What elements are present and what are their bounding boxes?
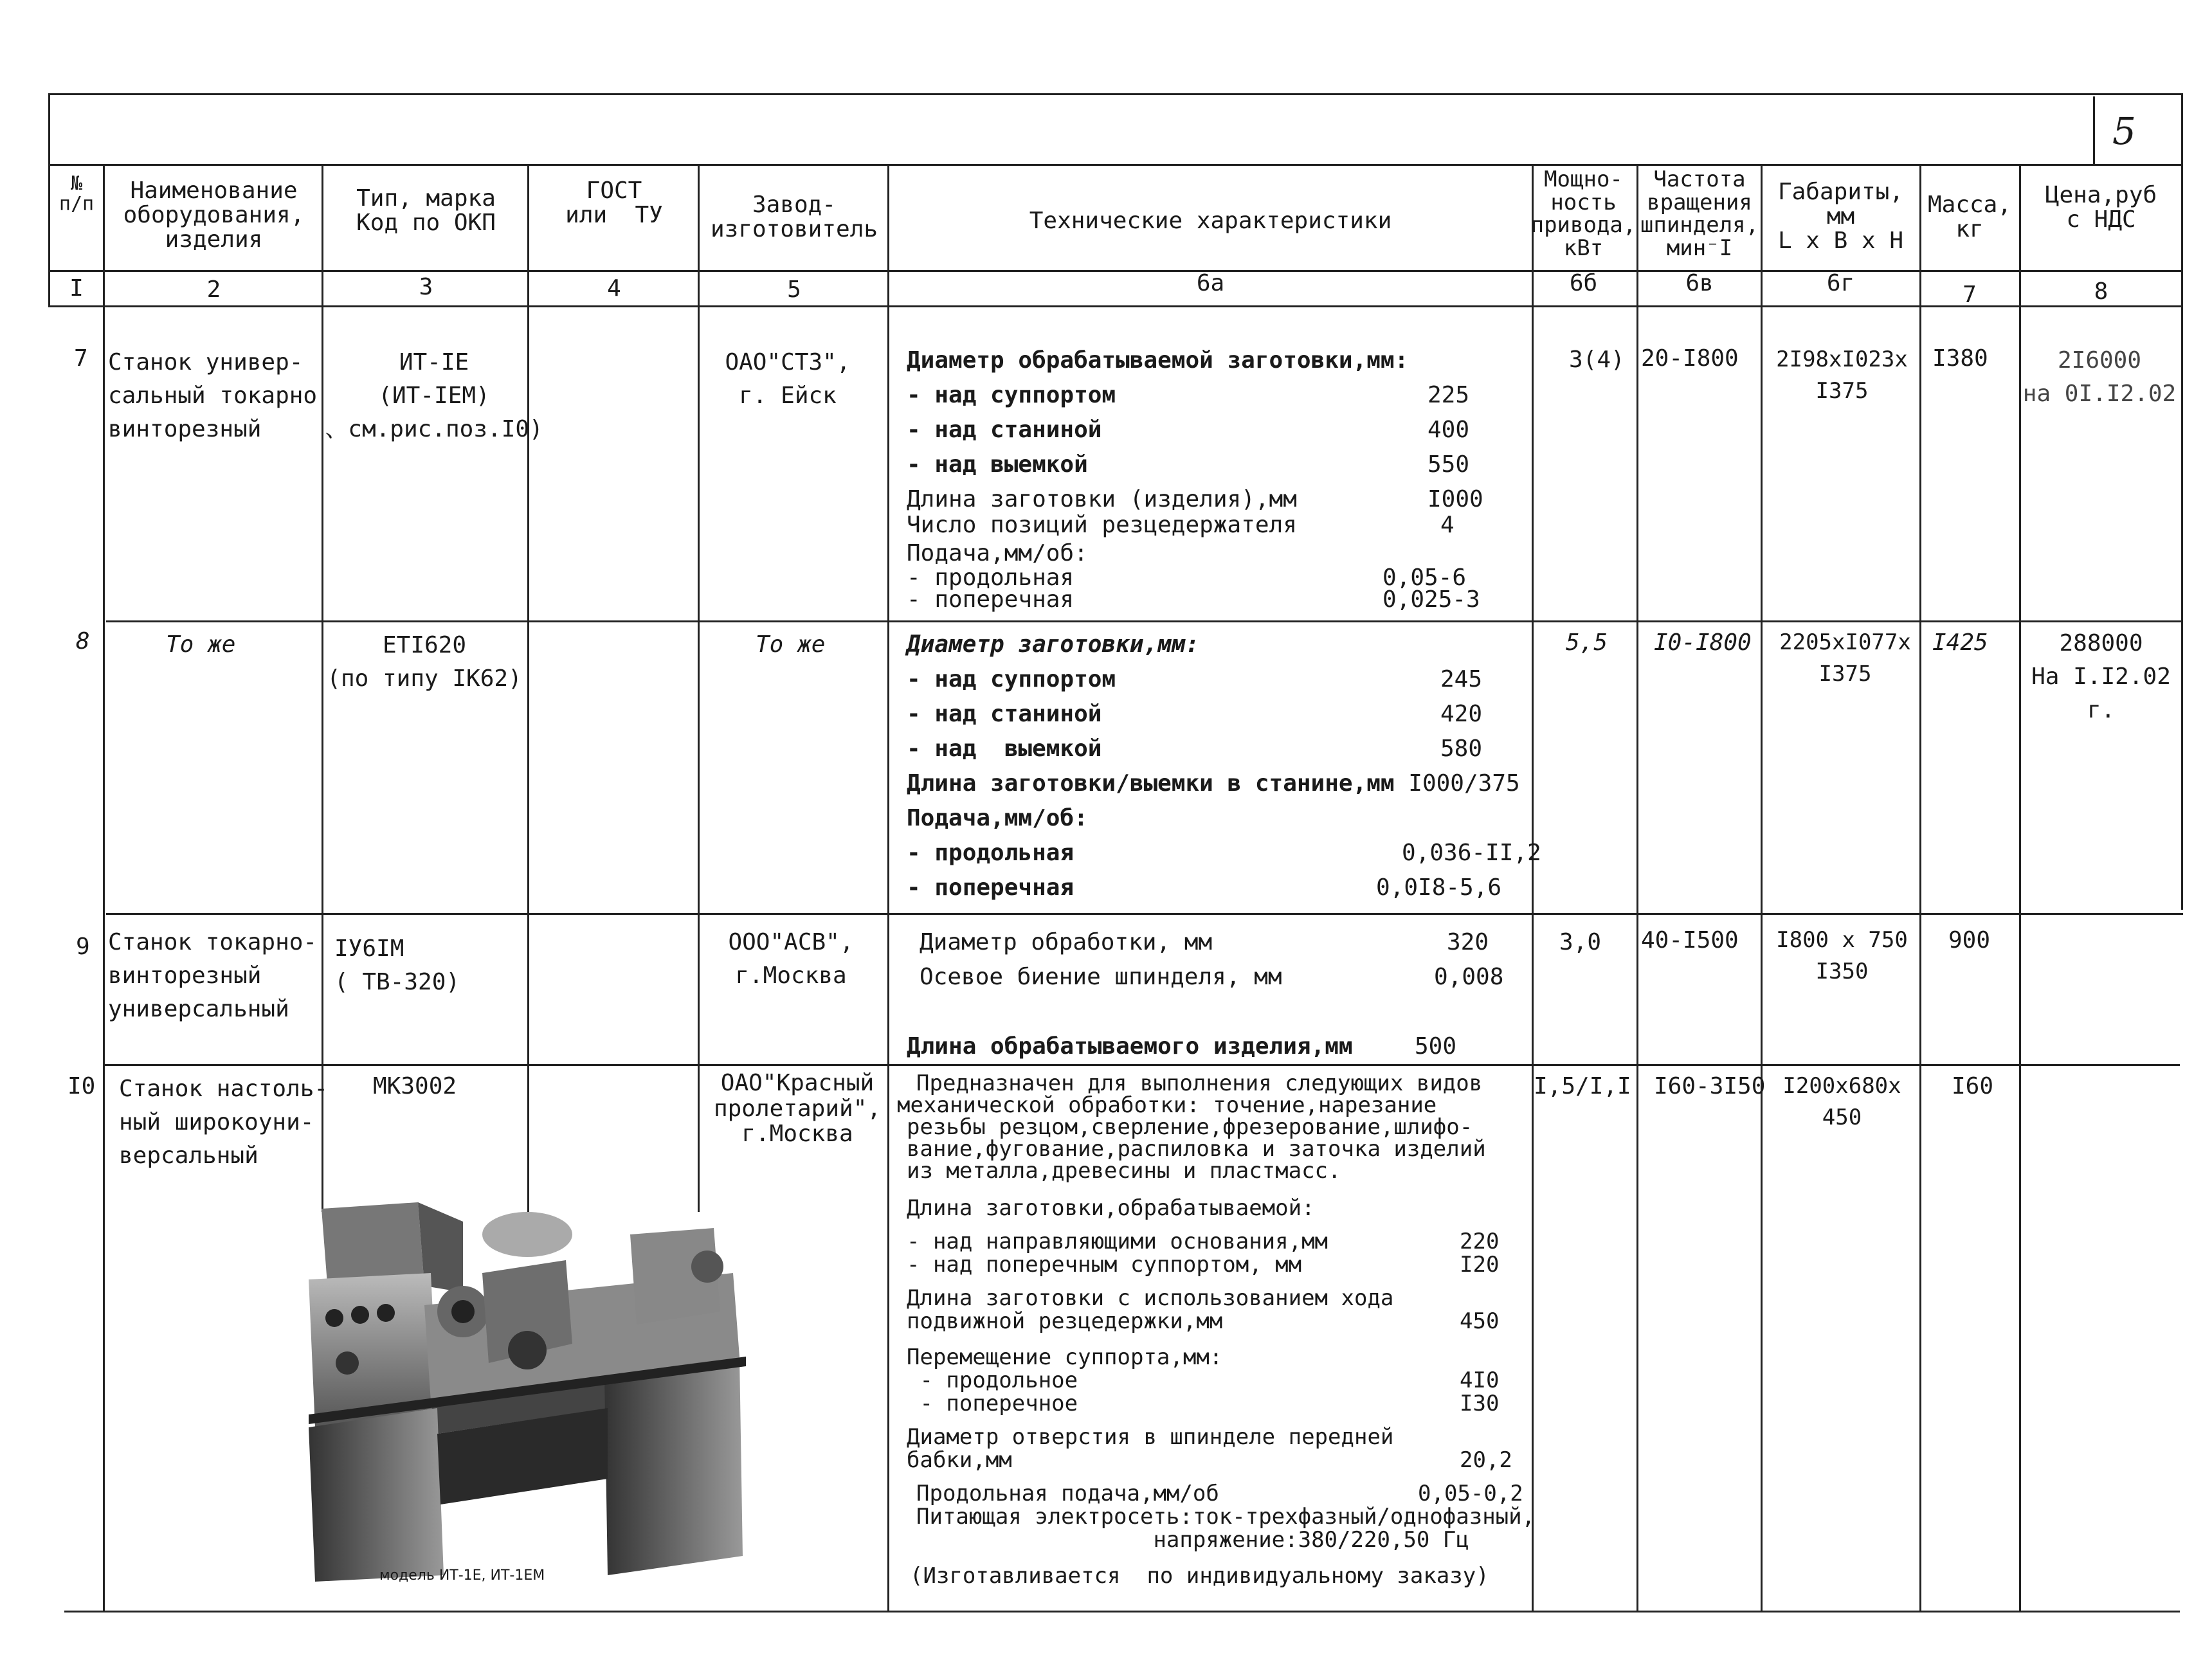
row-10-factory: ОАО"Красный пролетарий", г.Москва <box>713 1070 882 1148</box>
row-9-spec-line: Диаметр обработки, мм 320 <box>920 929 1489 955</box>
row-7-spec-line: Подача,мм/об: <box>907 540 1088 566</box>
row-9-name: Станок токарно- винторезный универсальный <box>108 929 318 1023</box>
row-10-spec-line: подвижной резцедержки,мм 450 <box>907 1308 1500 1334</box>
row-10-mass: I60 <box>1952 1073 1994 1099</box>
row-8-spec-line: Подача,мм/об: <box>907 805 1088 831</box>
row-7-speed: 20-I800 <box>1641 345 1739 372</box>
col-num-6g: 6г <box>1826 270 1855 296</box>
page-number-box-border <box>2093 96 2095 164</box>
row-7-price: 2I6000 на 0I.I2.02 <box>2022 347 2177 408</box>
row-8-power: 5,5 <box>1566 629 1608 656</box>
row-8-factory: То же <box>756 631 826 658</box>
row-10-desc-line: Предназначен для выполнения следующих видов <box>916 1070 1483 1096</box>
header-col-6a: Технические характеристики <box>1029 208 1392 234</box>
row-10-spec-line: Питающая электросеть:ток-трехфазный/однофазный, <box>916 1504 1536 1530</box>
row-10-spec-line: - над направляющими основания,мм 220 <box>907 1229 1500 1254</box>
row-8-mass: I425 <box>1932 629 1988 656</box>
header-col-3: Тип, марка Код по ОКП <box>356 185 496 236</box>
row-10-dims: I200х680х 450 <box>1782 1073 1901 1131</box>
col-num-8: 8 <box>2094 278 2108 305</box>
col-num-1: I <box>69 275 84 302</box>
row-10-spec-line: - над поперечным суппортом, мм I20 <box>907 1252 1500 1278</box>
row-9-number: 9 <box>76 934 90 960</box>
row-8-price: 288000 На I.I2.02 г. <box>2031 630 2171 724</box>
row-7-spec-line: Число позиций резцедержателя 4 <box>907 512 1455 538</box>
lathe-illustration <box>270 1196 746 1582</box>
row-10-name: Станок настоль- ный широкоуни- версальный <box>119 1076 329 1170</box>
header-col-1: № п/п <box>59 172 95 215</box>
row-8-spec-line: Длина заготовки/выемки в станине,мм I000/375 <box>907 770 1520 797</box>
row-7-spec-line: - над суппортом 225 <box>907 382 1470 408</box>
row-8-spec-line: Диаметр заготовки,мм: <box>907 631 1200 658</box>
row-10-desc-line: вание,фугование,распиловка и заточка изделий <box>907 1136 1486 1162</box>
row-8-specs <box>907 631 1541 909</box>
row-8-name: То же <box>166 631 236 658</box>
col-num-2: 2 <box>206 276 221 303</box>
row-7-type: ИТ-IЕ (ИТ-IЕМ) 、см.рис.поз.I0) <box>325 349 543 443</box>
table-right-border <box>2181 93 2183 910</box>
row-10-spec-line: Длина заготовки с использованием хода <box>907 1285 1394 1311</box>
row-9-type: IУ6IМ ( ТВ-320) <box>334 935 460 996</box>
row-10-spec-line: Длина заготовки,обрабатываемой: <box>907 1195 1315 1221</box>
col-line-1 <box>103 164 105 1611</box>
col-line-3 <box>527 164 529 1212</box>
row-9-spec-line: Длина обрабатываемого изделия,мм 500 <box>907 1033 1457 1060</box>
row-10-spec-line: (Изготавливается по индивидуальному заказу) <box>910 1563 1489 1589</box>
row-8-bottom-line <box>106 913 2183 915</box>
row-9-power: 3,0 <box>1559 929 1602 955</box>
row-10-desc-line: резьбы резцом,сверление,фрезерование,шлифо- <box>907 1114 1473 1140</box>
row-9-spec-line: Осевое биение шпинделя, мм 0,008 <box>920 964 1504 990</box>
row-8-spec-line: - продольная 0,036-II,2 <box>907 840 1541 866</box>
lathe-photo <box>270 1196 746 1582</box>
row-7-spec-line: - над станиной 400 <box>907 417 1470 443</box>
col-num-6b: 6б <box>1569 270 1598 296</box>
col-line-5 <box>887 164 889 1611</box>
row-10-spec-line: - продольное 4I0 <box>907 1368 1500 1393</box>
row-10-spec-line: Перемещение суппорта,мм: <box>907 1344 1223 1370</box>
col-line-8 <box>1761 164 1763 1611</box>
table-top-border <box>48 93 2183 95</box>
col-num-5: 5 <box>787 276 801 303</box>
row-7-mass: I380 <box>1932 345 1988 372</box>
row-10-number: I0 <box>68 1073 96 1099</box>
row-8-spec-line: - над суппортом 245 <box>907 666 1483 692</box>
header-col-6b: Мощно- ность привода, кВт <box>1530 167 1636 262</box>
row-10-description <box>897 1072 1540 1182</box>
col-num-4: 4 <box>607 275 621 302</box>
row-8-number: 8 <box>76 628 90 655</box>
page-number: 5 <box>2112 109 2136 153</box>
row-7-name: Станок универ- сальный токарно винторезный <box>108 349 318 443</box>
row-7-factory: ОАО"СТЗ", г. Ейск <box>725 349 851 410</box>
table-bottom-line <box>64 1611 2180 1612</box>
row-7-specs <box>907 347 1537 613</box>
row-10-power: I,5/I,I <box>1534 1073 1631 1099</box>
header-col-4: ГОСТ или ТУ <box>565 177 663 228</box>
row-7-number: 7 <box>74 345 88 372</box>
row-9-spec-line <box>920 998 1537 1033</box>
row-10-spec-line: Диаметр отверстия в шпинделе передней <box>907 1424 1394 1450</box>
row-10-spec-line: Продольная подача,мм/об 0,05-0,2 <box>916 1481 1523 1506</box>
row-10-desc-line: механической обработки: точение,нарезание <box>897 1092 1437 1118</box>
header-col-6g: Габариты, мм L х В х Н <box>1777 179 1904 254</box>
row-7-spec-line: Диаметр обрабатываемой заготовки,мм: <box>907 347 1409 374</box>
row-9-dims: I800 х 750 I350 <box>1776 927 1908 985</box>
row-8-spec-line: - над станиной 420 <box>907 701 1483 727</box>
row-10-type: МК3002 <box>373 1073 457 1099</box>
col-num-6v: 6в <box>1685 270 1714 296</box>
row-7-power: 3(4) <box>1569 347 1625 373</box>
row-7-spec-line: - над выемкой 550 <box>907 451 1470 478</box>
header-col-8: Цена,руб с НДС <box>2045 182 2157 233</box>
photo-caption: модель ИТ-1Е, ИТ-1ЕМ <box>379 1567 545 1584</box>
col-line-7 <box>1636 164 1638 1611</box>
row-7-spec-line: - поперечная 0,025-3 <box>907 586 1480 613</box>
col-line-4 <box>698 164 700 1212</box>
header-top-line <box>48 164 2183 166</box>
row-9-factory: ООО"АСВ", г.Москва <box>728 929 854 989</box>
col-line-2 <box>322 164 323 1212</box>
row-9-specs <box>907 929 1537 1068</box>
row-8-dims: 2205хI077х I375 <box>1779 629 1911 687</box>
header-col-5: Завод- изготовитель <box>710 192 878 242</box>
row-10-spec-line: бабки,мм 20,2 <box>907 1447 1512 1473</box>
header-col-7: Масса, кг <box>1927 192 2012 242</box>
row-10-spec-line: - поперечное I30 <box>907 1391 1500 1416</box>
row-8-spec-line: - над выемкой 580 <box>907 736 1483 762</box>
row-9-mass: 900 <box>1948 927 1991 953</box>
row-7-spec-line: - продольная 0,05-6 <box>907 565 1467 591</box>
row-7-dims: 2I98хI023х I375 <box>1776 347 1908 404</box>
row-8-type: ЕТI620 (по типу IК62) <box>327 632 522 692</box>
row-10-specs <box>907 1197 1537 1588</box>
header-col-2: Наименование оборудования, изделия <box>123 177 305 253</box>
row-10-speed: I60-3I50 <box>1654 1073 1766 1099</box>
row-9-speed: 40-I500 <box>1641 927 1739 953</box>
col-num-3: 3 <box>419 274 433 300</box>
row-10-desc-line: из металла,древесины и пластмасс. <box>907 1158 1341 1184</box>
header-col-6v: Частота вращения шпинделя, мин⁻I <box>1640 167 1759 262</box>
column-numbers-line <box>48 305 2183 307</box>
row-7-bottom-line <box>106 620 2183 622</box>
row-10-spec-line: напряжение:380/220,50 Гц <box>916 1527 1469 1553</box>
col-num-7: 7 <box>1963 282 1977 308</box>
row-8-speed: I0-I800 <box>1654 629 1752 656</box>
row-8-spec-line: - поперечная 0,0I8-5,6 <box>907 874 1502 901</box>
col-num-6a: 6а <box>1196 270 1225 296</box>
row-7-spec-line: Длина заготовки (изделия),мм I000 <box>907 486 1483 512</box>
